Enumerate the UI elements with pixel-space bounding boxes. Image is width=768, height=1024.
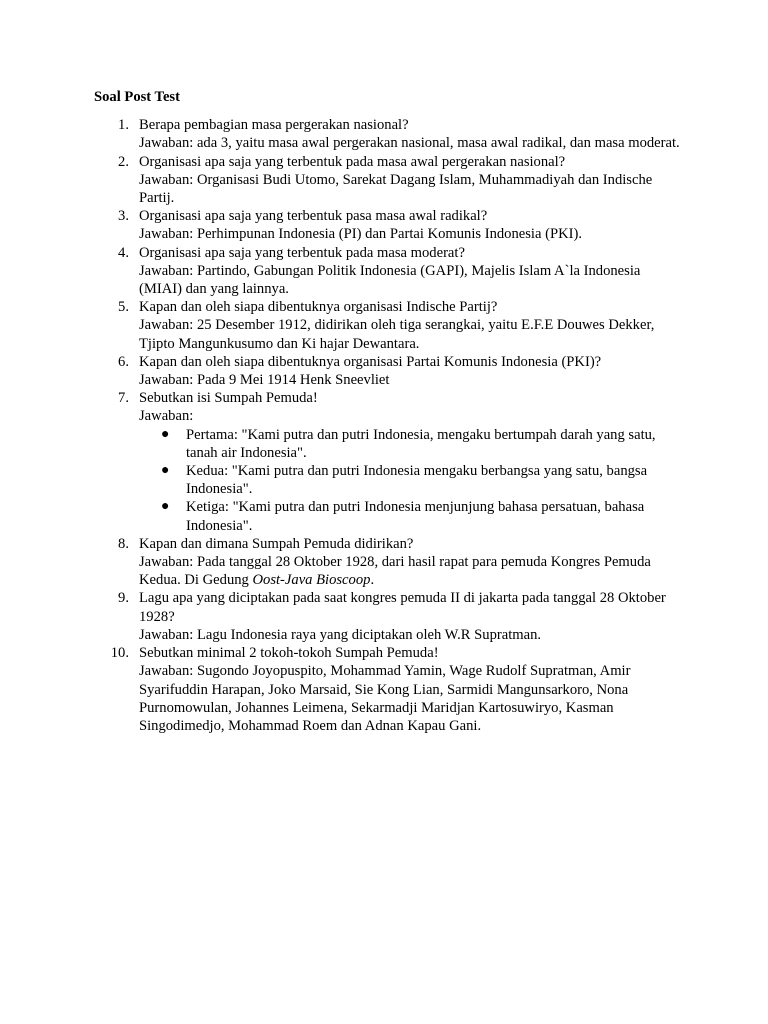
answer-label: Jawaban: — [139, 408, 194, 425]
answer-text: Jawaban: ada 3, yaitu masa awal pergerakan nasional, masa awal radikal, dan masa moderat. — [139, 135, 680, 152]
question-number: 3. — [118, 208, 129, 225]
question-text: Sebutkan isi Sumpah Pemuda! — [139, 390, 318, 407]
oath-bullet-item — [139, 462, 680, 498]
question-item — [94, 244, 680, 299]
answer-text — [139, 553, 680, 589]
answer-text: Jawaban: Sugondo Joyopuspito, Mohammad Yamin, Wage Rudolf Supratman, Amir Syarifuddin Harapan, Joko Marsaid, Sie Kong Lian, Sarmidi Mangunsarkoro, Nona Purnomowulan, Johannes Leimena, Sekarmadji Maridjan Kartosuwiryo, Kasman Singodimedjo, Mohammad Roem dan Adnan Kapau Gani. — [139, 663, 631, 734]
answer-text: Jawaban: Perhimpunan Indonesia (PI) dan Partai Komunis Indonesia (PKI). — [139, 226, 582, 243]
question-text: Kapan dan oleh siapa dibentuknya organisasi Partai Komunis Indonesia (PKI)? — [139, 353, 602, 370]
question-number: 8. — [118, 535, 129, 552]
question-item — [94, 207, 680, 243]
question-number: 10. — [110, 645, 129, 662]
question-number: 1. — [118, 117, 129, 134]
answer-text: Jawaban: Organisasi Budi Utomo, Sarekat Dagang Islam, Muhammadiyah dan Indische Partij. — [139, 171, 653, 207]
venue-name-italic: Oost-Java Bioscoop — [252, 572, 371, 589]
bullet-icon: ● — [161, 463, 170, 479]
question-text: Kapan dan dimana Sumpah Pemuda didirikan? — [139, 535, 414, 552]
question-text: Lagu apa yang diciptakan pada saat kongres pemuda II di jakarta pada tanggal 28 Oktober 1928? — [139, 590, 666, 625]
question-item — [94, 589, 680, 644]
answer-text: Jawaban: Pada 9 Mei 1914 Henk Sneevliet — [139, 372, 390, 389]
question-item — [94, 644, 680, 735]
oath-bullet-list — [139, 426, 680, 535]
question-item — [94, 535, 680, 590]
question-item — [94, 116, 680, 152]
question-item — [94, 153, 680, 208]
answer-text: Jawaban: Partindo, Gabungan Politik Indonesia (GAPI), Majelis Islam A`la Indonesia (MIAI) dan yang lainnya. — [139, 262, 641, 298]
question-number: 4. — [118, 244, 129, 261]
question-text: Organisasi apa saja yang terbentuk pada masa awal pergerakan nasional? — [139, 153, 566, 170]
answer-text-end: . — [370, 572, 375, 589]
document-title: Soal Post Test — [94, 89, 180, 105]
answer-text: Jawaban: Lagu Indonesia raya yang diciptakan oleh W.R Supratman. — [139, 626, 542, 643]
answer-text: Jawaban: 25 Desember 1912, didirikan oleh tiga serangkai, yaitu E.F.E Douwes Dekker, Tjipto Mangunkusumo dan Ki hajar Dewantara. — [139, 317, 655, 352]
question-item — [94, 298, 680, 353]
oath-bullet-item — [139, 426, 680, 462]
oath-bullet-text: Pertama: "Kami putra dan putri Indonesia, mengaku bertumpah darah yang satu, tanah air Indonesia". — [186, 426, 656, 461]
bullet-icon: ● — [161, 426, 170, 442]
bullet-icon: ● — [161, 499, 170, 515]
question-text: Organisasi apa saja yang terbentuk pada masa moderat? — [139, 244, 465, 261]
question-number: 5. — [118, 299, 129, 316]
question-number: 6. — [118, 353, 129, 370]
question-text: Kapan dan oleh siapa dibentuknya organisasi Indische Partij? — [139, 299, 498, 316]
question-list — [94, 116, 680, 735]
oath-bullet-item — [139, 498, 680, 534]
question-text: Sebutkan minimal 2 tokoh-tokoh Sumpah Pemuda! — [139, 645, 439, 662]
question-number: 2. — [118, 153, 129, 170]
oath-bullet-text: Kedua: "Kami putra dan putri Indonesia mengaku berbangsa yang satu, bangsa Indonesia". — [186, 463, 648, 498]
oath-bullet-text: Ketiga: "Kami putra dan putri Indonesia menjunjung bahasa persatuan, bahasa Indonesia". — [186, 499, 645, 534]
question-item — [94, 353, 680, 389]
question-number: 7. — [118, 390, 129, 407]
question-number: 9. — [118, 590, 129, 607]
question-text: Berapa pembagian masa pergerakan nasional? — [139, 117, 409, 134]
answer-text-main: Jawaban: Pada tanggal 28 Oktober 1928, dari hasil rapat para pemuda Kongres Pemuda Kedua. Di Gedung — [139, 554, 651, 589]
question-item — [94, 389, 680, 535]
question-text: Organisasi apa saja yang terbentuk pasa masa awal radikal? — [139, 208, 488, 225]
